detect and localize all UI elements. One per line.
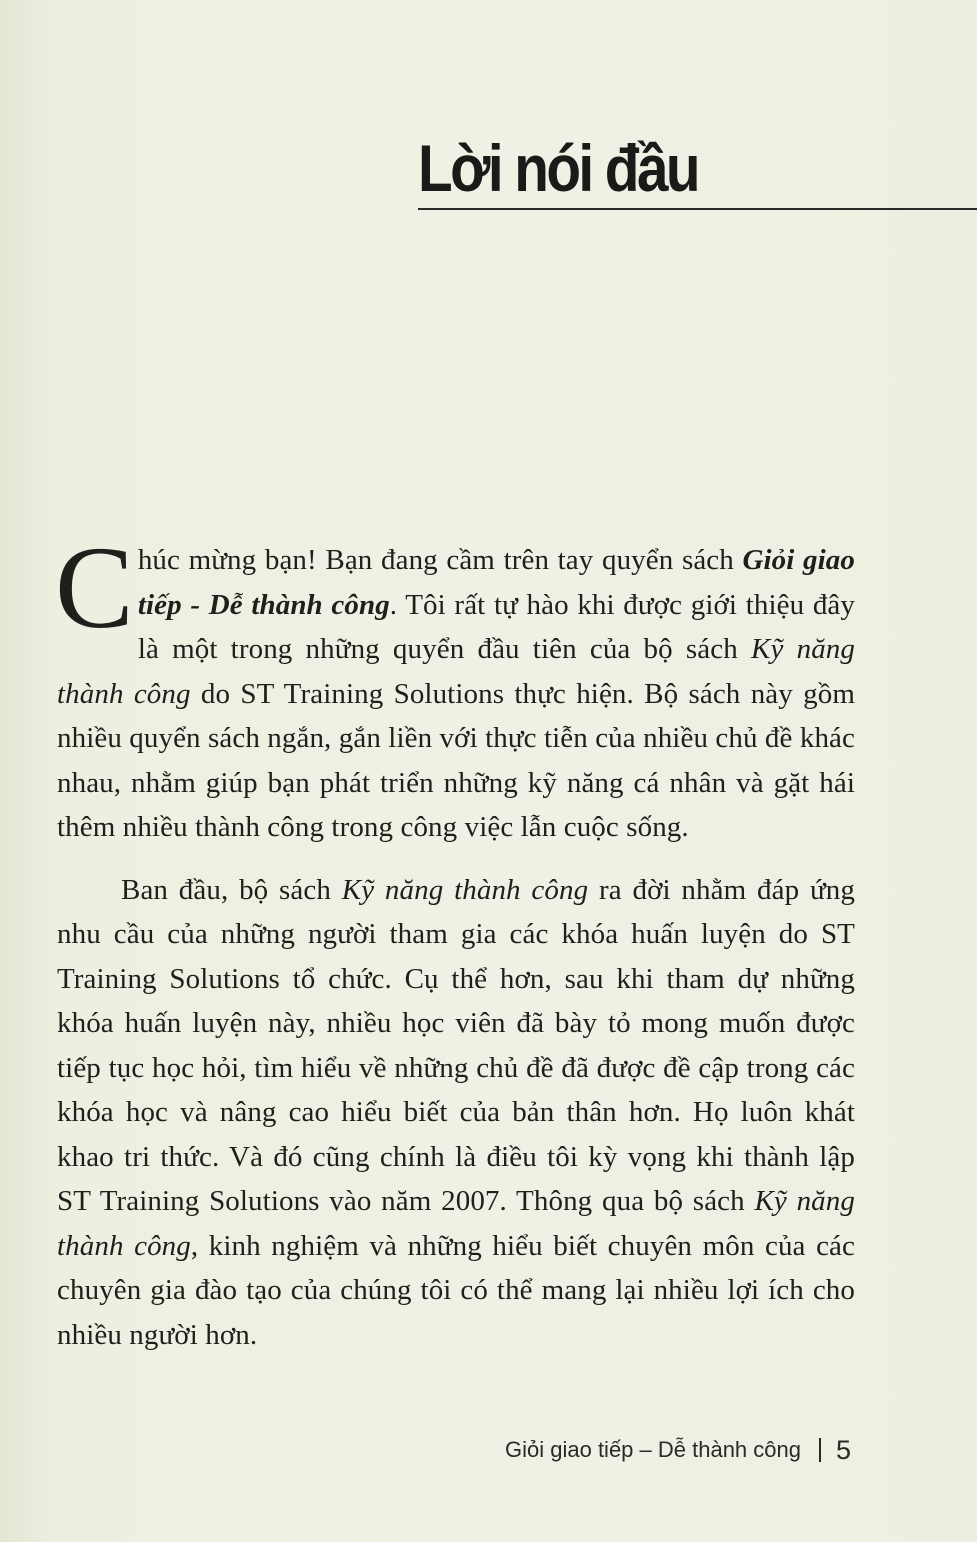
series-name-emphasis: Kỹ năng thành công — [341, 873, 589, 906]
running-footer — [505, 1430, 851, 1470]
page-title: Lời nói đầu — [418, 131, 698, 205]
second-paragraph — [57, 868, 855, 1358]
footer-separator — [819, 1438, 821, 1462]
second-text-part-1: Ban đầu, bộ sách — [121, 873, 342, 906]
intro-text-part-3: do ST Training Solutions thực hiện. Bộ sách này gồm nhiều quyển sách ngắn, gắn liền với thực tiễn của nhiều chủ đề khác nhau, nhằm giúp bạn phát triển những kỹ năng cá nhân và gặt hái thêm nhiều thành công trong công việc lẫn cuộc sống. — [57, 677, 856, 843]
series-name-emphasis: Kỹ năng thành công — [57, 1185, 855, 1262]
title-underline — [418, 208, 977, 210]
intro-text-part-1: húc mừng bạn! Bạn đang cầm trên tay quyển sách — [137, 544, 743, 576]
footer-book-title: Giỏi giao tiếp – Dễ thành công — [505, 1437, 801, 1462]
drop-cap: C — [55, 522, 134, 653]
page-number: 5 — [835, 1434, 852, 1465]
book-title-emphasis: Giỏi giao tiếp - Dễ thành công — [137, 544, 855, 621]
intro-paragraph — [55, 522, 856, 850]
intro-text-part-2: . Tôi rất tự hào khi được giới thiệu đây là một trong những quyển đầu tiên của bộ sách — [137, 588, 855, 665]
series-name-emphasis: Kỹ năng thành công — [57, 633, 855, 710]
second-text-part-2: ra đời nhằm đáp ứng nhu cầu của những người tham gia các khóa huấn luyện do ST Training Solutions tổ chức. Cụ thể hơn, sau khi tham dự những khóa huấn luyện này, nhiều học viên đã bày tỏ mong muốn được tiếp tục học hỏi, tìm hiểu về những chủ đề đã được đề cập trong các khóa học và nâng cao hiểu biết của bản thân hơn. Họ luôn khát khao tri thức. Và đó cũng chính là điều tôi kỳ vọng khi thành lập ST Training Solutions vào năm 2007. Thông qua bộ sách — [57, 873, 855, 1217]
body-text — [55, 522, 856, 1357]
second-text-part-3: , kinh nghiệm và những hiểu biết chuyên môn của các chuyên gia đào tạo của chúng tôi có thể mang lại nhiều lợi ích cho nhiều người hơn. — [57, 1229, 855, 1351]
